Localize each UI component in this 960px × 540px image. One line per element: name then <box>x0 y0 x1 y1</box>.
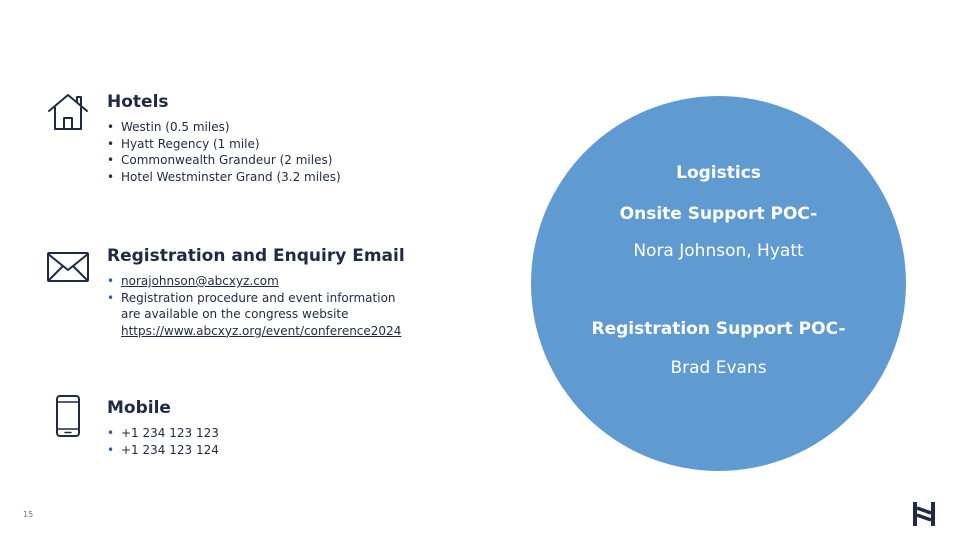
logistics-heading: Logistics <box>676 163 761 183</box>
registration-info-line2: are available on the congress website <box>121 307 349 321</box>
email-link[interactable]: norajohnson@abcxyz.com <box>121 274 279 288</box>
list-item: • Hotel Westminster Grand (3.2 miles) <box>107 169 341 186</box>
registration-info-line1: Registration procedure and event information <box>121 290 396 305</box>
h-logo-icon <box>912 500 936 532</box>
registration-title: Registration and Enquiry Email <box>107 246 405 266</box>
list-item: • Westin (0.5 miles) <box>107 119 341 136</box>
onsite-support-name: Nora Johnson, Hyatt <box>633 241 804 261</box>
list-item <box>107 290 405 340</box>
mobile-phone-icon <box>54 394 82 442</box>
list-item <box>107 273 405 290</box>
registration-support-label: Registration Support POC- <box>591 319 846 339</box>
registration-body <box>107 246 405 339</box>
mobile-title: Mobile <box>107 398 171 418</box>
website-link[interactable]: https://www.abcxyz.org/event/conference2024 <box>121 323 402 338</box>
house-icon <box>46 92 90 136</box>
page-number: 15 <box>23 510 34 519</box>
logistics-circle <box>531 96 906 471</box>
registration-list <box>107 273 405 339</box>
hotels-list <box>107 119 341 185</box>
list-item: • +1 234 123 124 <box>107 442 219 459</box>
mobile-body <box>107 398 219 458</box>
hotels-title: Hotels <box>107 92 169 112</box>
envelope-icon <box>46 250 90 288</box>
onsite-support-label: Onsite Support POC- <box>619 204 818 224</box>
list-item: • Commonwealth Grandeur (2 miles) <box>107 152 341 169</box>
list-item: • Hyatt Regency (1 mile) <box>107 136 341 153</box>
hotels-body <box>107 92 341 185</box>
list-item: • +1 234 123 123 <box>107 425 219 442</box>
mobile-list <box>107 425 219 458</box>
registration-support-name: Brad Evans <box>670 358 767 378</box>
